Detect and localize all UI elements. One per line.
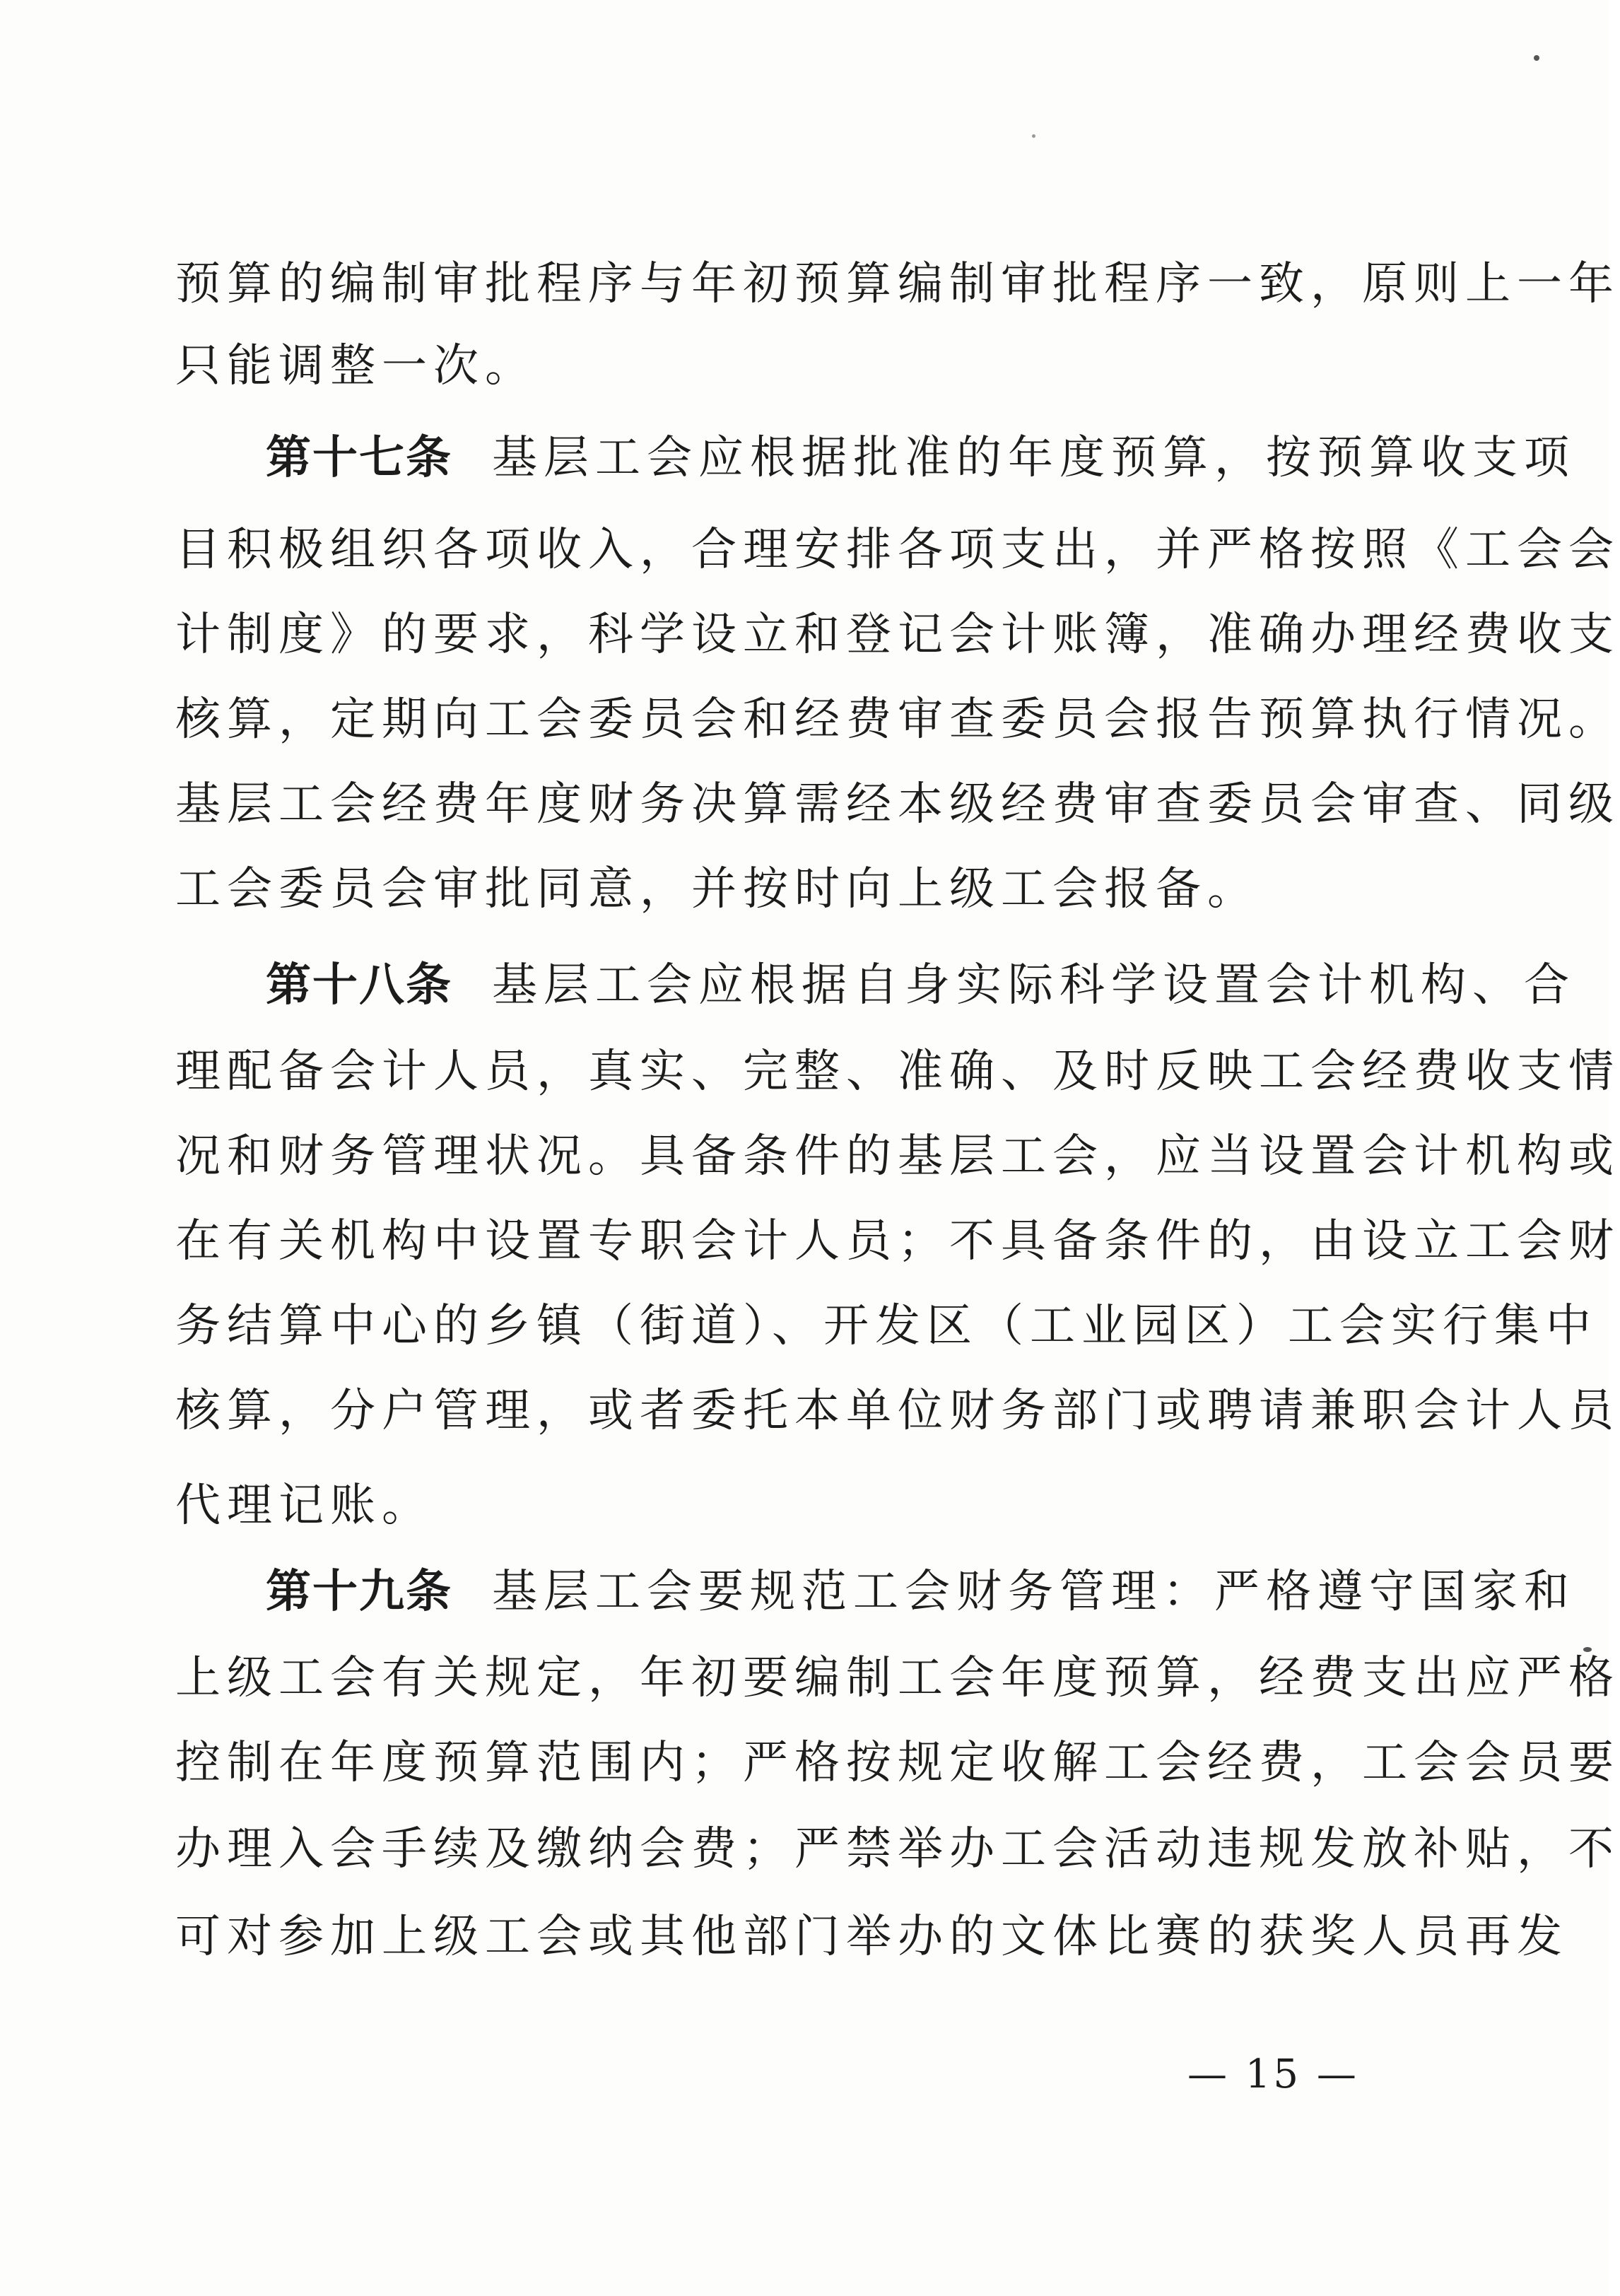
text-span: 基层工会应根据自身实际科学设置会计机构、合 [492, 959, 1575, 1012]
text-line: 计制度》的要求，科学设立和登记会计账簿，准确办理经费收支 [175, 609, 1620, 661]
article-line [266, 957, 1575, 1014]
text-span: 基层工会要规范工会财务管理：严格遵守国家和 [492, 1566, 1575, 1618]
text-line: 代理记账。 [175, 1480, 433, 1532]
text-line: 核算，定期向工会委员会和经费审查委员会报告预算执行情况。 [175, 693, 1620, 746]
text-line: 在有关机构中设置专职会计人员；不具备条件的，由设立工会财 [175, 1215, 1620, 1267]
text-line: 核算，分户管理，或者委托本单位财务部门或聘请兼职会计人员 [175, 1385, 1620, 1437]
text-line: 预算的编制审批程序与年初预算编制审批程序一致，原则上一年 [175, 258, 1620, 310]
scan-speck [1583, 1647, 1592, 1652]
text-line: 工会委员会审批同意，并按时向上级工会报备。 [175, 863, 1259, 915]
text-line: 可对参加上级工会或其他部门举办的文体比赛的获奖人员再发 [175, 1911, 1568, 1963]
article-heading: 第十八条 [266, 959, 452, 1012]
page-number: — 15 — [1187, 2051, 1359, 2097]
text-line: 理配备会计人员，真实、完整、准确、及时反映工会经费收支情 [175, 1046, 1620, 1098]
text-line: 务结算中心的乡镇（街道）、开发区（工业园区）工会实行集中 [175, 1300, 1597, 1352]
article-line [266, 1564, 1575, 1620]
text-line: 控制在年度预算范围内；严格按规定收解工会经费，工会会员要 [175, 1737, 1620, 1789]
text-line: 办理入会手续及缴纳会费；严禁举办工会活动违规发放补贴，不 [175, 1823, 1620, 1875]
scan-speck [1032, 134, 1035, 138]
text-line: 上级工会有关规定，年初要编制工会年度预算，经费支出应严格 [175, 1652, 1620, 1704]
article-heading: 第十九条 [266, 1566, 452, 1618]
text-line: 目积极组织各项收入，合理安排各项支出，并严格按照《工会会 [175, 524, 1620, 576]
text-line: 况和财务管理状况。具备条件的基层工会，应当设置会计机构或 [175, 1130, 1620, 1183]
text-line: 基层工会经费年度财务决算需经本级经费审查委员会审查、同级 [175, 778, 1620, 831]
text-line: 只能调整一次。 [175, 340, 536, 392]
text-span: 基层工会应根据批准的年度预算，按预算收支项 [492, 432, 1575, 484]
scan-speck [1534, 55, 1539, 61]
article-line [266, 430, 1575, 486]
article-heading: 第十七条 [266, 432, 452, 484]
